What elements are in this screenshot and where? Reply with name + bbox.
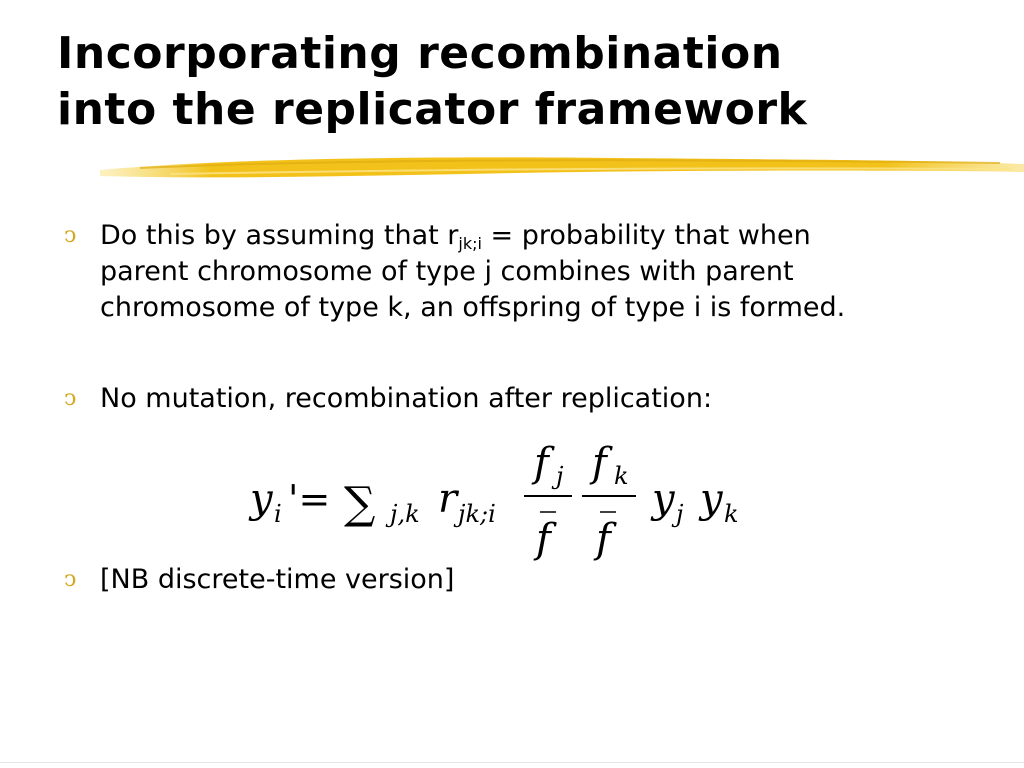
bullet-marker-icon: ↄ (64, 567, 77, 592)
eq-lhs-sub: i (274, 500, 282, 528)
title-underline-brushstroke (100, 150, 1024, 186)
eq-r-sub: jk;i (458, 500, 496, 528)
bullet-3-text: [NB discrete-time version] (100, 564, 455, 595)
eq-sum-sub: j,k (390, 500, 420, 528)
eq-yk: y (700, 476, 723, 522)
bullet-1-line-2: parent chromosome of type j combines with parent (100, 256, 794, 287)
slide-title (57, 26, 807, 138)
eq-yk-sub: k (724, 500, 739, 528)
eq-yj: y (652, 476, 675, 522)
title-line-1: Incorporating recombination (57, 28, 783, 79)
title-line-2: into the replicator framework (57, 84, 808, 135)
bullet-1-line-3: chromosome of type k, an offspring of type i is formed. (100, 292, 846, 323)
bullet-2-text: No mutation, recombination after replication: (100, 383, 713, 414)
eq-prime-equals: '= (288, 477, 331, 521)
eq-frac1-num-sub: j (556, 462, 564, 490)
bullet-marker-icon: ↄ (64, 386, 77, 411)
eq-frac1-num-f: f (534, 440, 549, 486)
eq-frac2-den-f: f (596, 516, 611, 562)
bullet-marker-icon: ↄ (64, 223, 77, 248)
r-subscript: jk;i (458, 234, 482, 253)
bullet-1-line-1: Do this by assuming that $r_{jk;i}$ = probability that when (100, 220, 811, 253)
eq-sum-sign: ∑ (344, 478, 376, 529)
eq-frac2-num-sub: k (614, 462, 629, 490)
slide-bottom-edge (0, 762, 1024, 763)
eq-frac2-num-f: f (592, 440, 607, 486)
eq-lhs-y: y (250, 476, 273, 522)
eq-r: r (438, 476, 458, 522)
eq-yj-sub: j (676, 500, 684, 528)
recombination-equation (244, 434, 764, 574)
eq-frac1-den-f: f (536, 516, 551, 562)
